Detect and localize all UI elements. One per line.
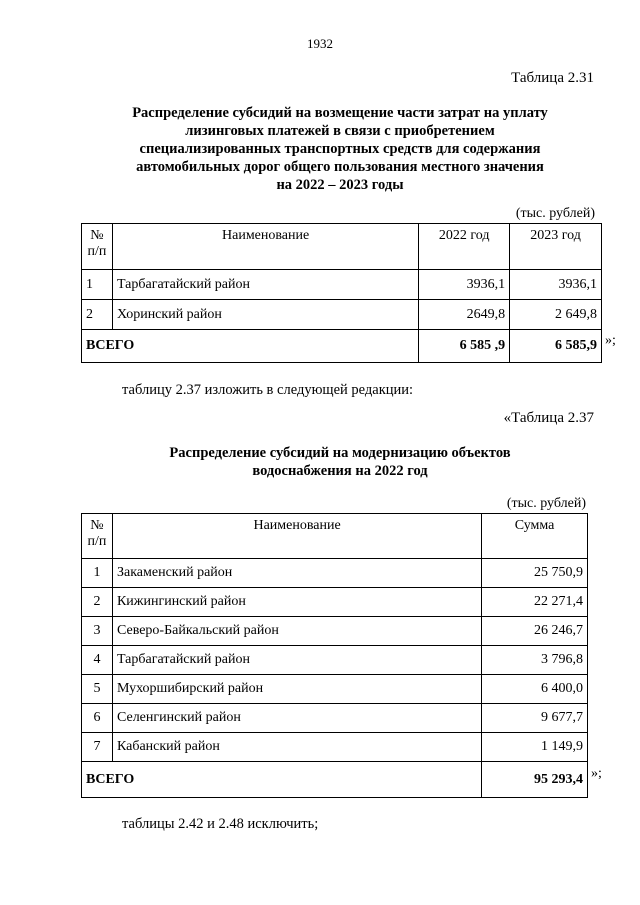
table-row <box>82 704 588 733</box>
row-name: Кижингинский район <box>112 588 481 617</box>
title-line: Распределение субсидий на возмещение части затрат на уплату <box>132 105 548 121</box>
closing-quote: »; <box>605 333 616 348</box>
row-2022: 2649,8 <box>419 300 510 330</box>
row-num: 7 <box>82 733 113 762</box>
row-name: Тарбагатайский район <box>112 270 418 300</box>
header-2022: 2022 год <box>419 224 510 270</box>
row-sum: 9 677,7 <box>482 704 588 733</box>
table-row <box>82 675 588 704</box>
paragraph: таблицы 2.42 и 2.48 исключить; <box>122 816 319 832</box>
title-line: Распределение субсидий на модернизацию объектов <box>169 445 511 461</box>
total-row <box>82 330 602 363</box>
row-sum: 3 796,8 <box>482 646 588 675</box>
total-2022: 6 585 ,9 <box>419 330 510 363</box>
header-2023: 2023 год <box>510 224 602 270</box>
table-row <box>82 270 602 300</box>
header-name: Наименование <box>112 514 481 559</box>
header-num: № п/п <box>82 514 113 559</box>
row-name: Закаменский район <box>112 559 481 588</box>
header-row <box>82 514 588 559</box>
row-num: 1 <box>82 559 113 588</box>
data-table <box>81 513 588 798</box>
total-row <box>82 762 588 798</box>
row-2022: 3936,1 <box>419 270 510 300</box>
title-line: лизинговых платежей в связи с приобретением <box>185 123 495 139</box>
title-line: водоснабжения на 2022 год <box>252 463 428 479</box>
table-title <box>60 104 620 194</box>
table-title <box>60 444 620 480</box>
table-row <box>82 559 588 588</box>
row-sum: 6 400,0 <box>482 675 588 704</box>
row-name: Хоринский район <box>112 300 418 330</box>
header-sum: Сумма <box>482 514 588 559</box>
total-label: ВСЕГО <box>82 330 419 363</box>
page-number: 1932 <box>307 36 333 51</box>
table-label: Таблица 2.31 <box>511 70 594 86</box>
units-label: (тыс. рублей) <box>506 496 586 511</box>
row-num: 3 <box>82 617 113 646</box>
title-line: на 2022 – 2023 годы <box>276 177 404 193</box>
row-num: 6 <box>82 704 113 733</box>
row-name: Кабанский район <box>112 733 481 762</box>
table-row <box>82 733 588 762</box>
total-sum: 95 293,4 <box>482 762 588 798</box>
header-name: Наименование <box>112 224 418 270</box>
table-row <box>82 646 588 675</box>
units-label: (тыс. рублей) <box>515 206 595 221</box>
row-name: Мухоршибирский район <box>112 675 481 704</box>
closing-quote: »; <box>591 766 602 781</box>
row-sum: 26 246,7 <box>482 617 588 646</box>
total-label: ВСЕГО <box>82 762 482 798</box>
row-sum: 1 149,9 <box>482 733 588 762</box>
row-sum: 22 271,4 <box>482 588 588 617</box>
paragraph: таблицу 2.37 изложить в следующей редакции: <box>122 382 414 398</box>
row-num: 2 <box>82 588 113 617</box>
data-table <box>81 223 602 363</box>
header-row <box>82 224 602 270</box>
total-2023: 6 585,9 <box>510 330 602 363</box>
title-line: автомобильных дорог общего пользования местного значения <box>136 159 544 175</box>
title-line: специализированных транспортных средств для содержания <box>139 141 541 157</box>
table-row <box>82 300 602 330</box>
row-num: 5 <box>82 675 113 704</box>
table-row <box>82 588 588 617</box>
row-name: Тарбагатайский район <box>112 646 481 675</box>
row-name: Северо-Байкальский район <box>112 617 481 646</box>
row-num: 4 <box>82 646 113 675</box>
table-row <box>82 617 588 646</box>
row-2023: 3936,1 <box>510 270 602 300</box>
row-sum: 25 750,9 <box>482 559 588 588</box>
row-name: Селенгинский район <box>112 704 481 733</box>
row-num: 1 <box>82 270 113 300</box>
row-num: 2 <box>82 300 113 330</box>
row-2023: 2 649,8 <box>510 300 602 330</box>
table-label: «Таблица 2.37 <box>503 410 594 426</box>
header-num: № п/п <box>82 224 113 270</box>
